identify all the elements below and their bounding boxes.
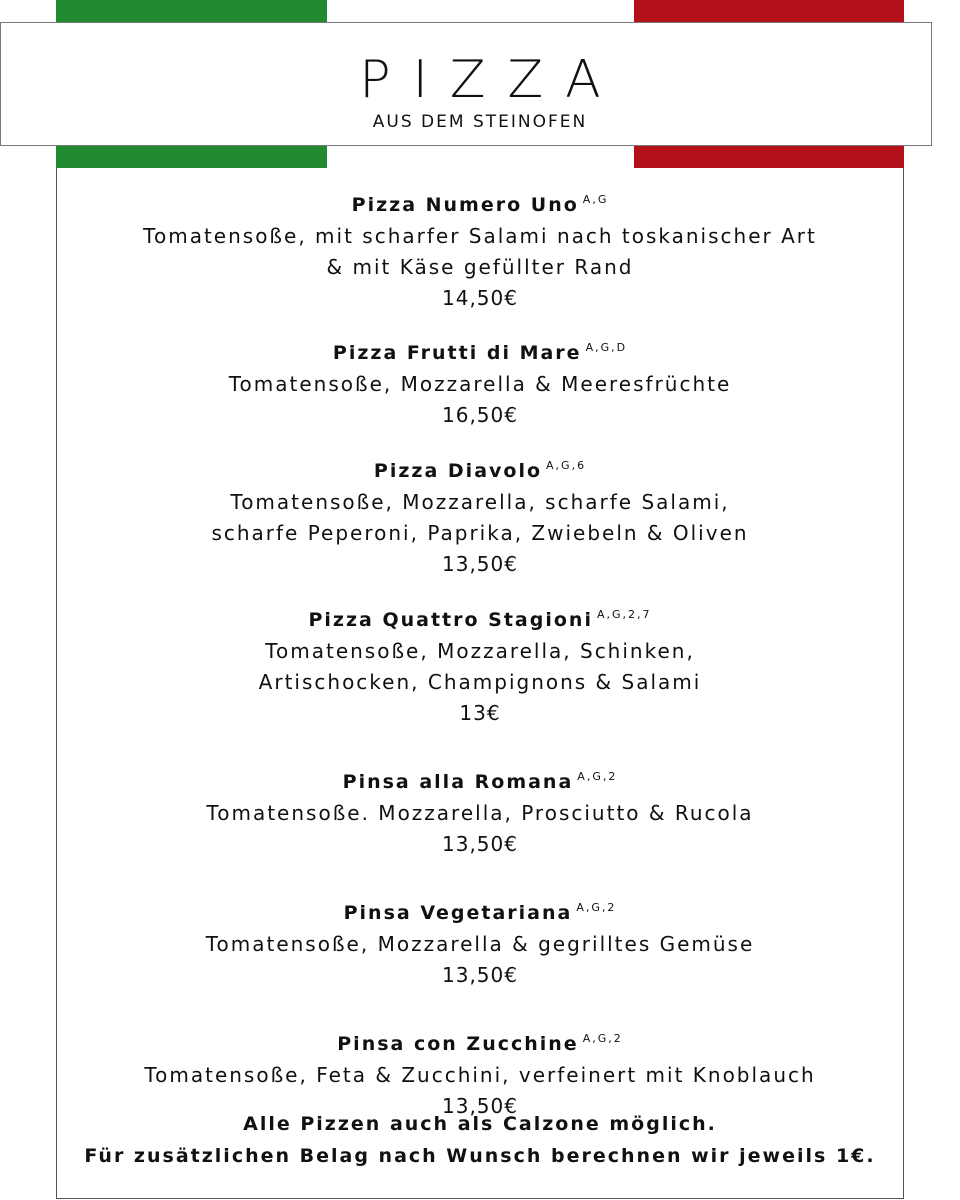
item-description: Tomatensoße, Mozzarella & gegrilltes Gemüse — [205, 932, 755, 956]
item-allergens: A,G,2 — [577, 770, 618, 783]
item-allergens: A,G,2,7 — [596, 608, 652, 621]
flag-white-stripe — [327, 146, 634, 168]
item-name: Pizza Numero Uno — [351, 194, 579, 216]
menu-item — [60, 450, 900, 580]
flag-red-stripe — [634, 0, 904, 22]
item-description: Artischocken, Champignons & Salami — [258, 670, 702, 694]
menu-item — [60, 332, 900, 431]
item-price: 13,50€ — [442, 963, 518, 987]
item-price: 14,50€ — [442, 286, 518, 310]
item-allergens: A,G,6 — [546, 459, 587, 472]
page-title: PIZZA — [359, 50, 623, 110]
item-description: Tomatensoße, Mozzarella & Meeresfrüchte — [228, 372, 732, 396]
item-price: 13,50€ — [442, 552, 518, 576]
menu-item — [60, 599, 900, 729]
page-subtitle: AUS DEM STEINOFEN — [372, 112, 588, 132]
item-name: Pizza Frutti di Mare — [332, 342, 582, 364]
item-description: scharfe Peperoni, Paprika, Zwiebeln & Oliven — [211, 521, 749, 545]
item-description: Tomatensoße, Mozzarella, scharfe Salami, — [230, 490, 730, 514]
item-description: Tomatensoße, mit scharfer Salami nach toskanischer Art — [143, 224, 817, 248]
menu-list — [60, 184, 900, 1122]
menu-item — [60, 761, 900, 860]
item-allergens: A,G,2 — [576, 901, 617, 914]
item-allergens: A,G,D — [585, 341, 628, 354]
item-description: Tomatensoße. Mozzarella, Prosciutto & Rucola — [206, 801, 754, 825]
menu-footer — [60, 1108, 900, 1172]
item-price: 13,50€ — [442, 1094, 518, 1118]
item-description: Tomatensoße, Feta & Zucchini, verfeinert mit Knoblauch — [144, 1063, 816, 1087]
italian-flag-bottom — [56, 146, 904, 168]
italian-flag-top — [56, 0, 904, 22]
footer-topping-note: Für zusätzlichen Belag nach Wunsch berechnen wir jeweils 1€. — [84, 1145, 876, 1167]
menu-item — [60, 892, 900, 991]
item-price: 13,50€ — [442, 832, 518, 856]
item-name: Pizza Diavolo — [373, 460, 543, 482]
item-price: 16,50€ — [442, 403, 518, 427]
flag-white-stripe — [327, 0, 634, 22]
footer-calzone-note: Alle Pizzen auch als Calzone möglich. — [243, 1113, 717, 1135]
item-name: Pinsa con Zucchine — [337, 1033, 579, 1055]
item-name: Pinsa Vegetariana — [343, 902, 573, 924]
item-name: Pinsa alla Romana — [342, 771, 574, 793]
flag-green-stripe — [56, 146, 327, 168]
flag-green-stripe — [56, 0, 327, 22]
flag-red-stripe — [634, 146, 904, 168]
item-allergens: A,G — [582, 193, 609, 206]
item-description: Tomatensoße, Mozzarella, Schinken, — [265, 639, 695, 663]
item-allergens: A,G,2 — [582, 1032, 623, 1045]
item-description: & mit Käse gefüllter Rand — [326, 255, 634, 279]
item-price: 13€ — [459, 701, 501, 725]
item-name: Pizza Quattro Stagioni — [308, 609, 593, 631]
menu-item — [60, 184, 900, 314]
